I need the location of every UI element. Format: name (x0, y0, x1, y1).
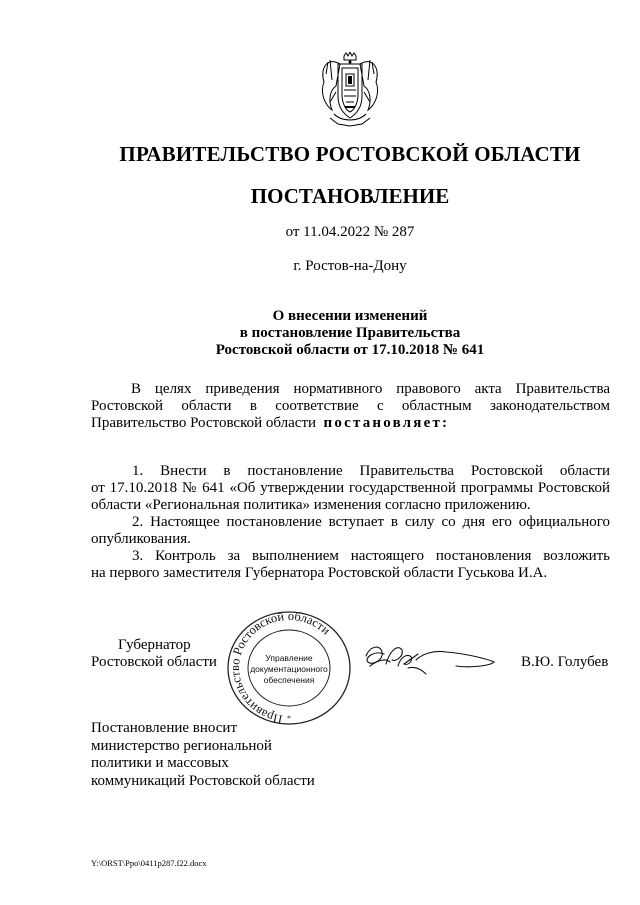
handwritten-signature (360, 636, 500, 680)
coat-of-arms-icon (316, 52, 384, 128)
preamble-issuer: Правительство Ростовской области (91, 415, 317, 431)
date-and-number: от 11.04.2022 № 287 (285, 224, 415, 240)
signatory-title-line: Ростовской области (91, 654, 217, 670)
item-line: области «Региональная политика» изменения согласно приложению. (91, 497, 531, 513)
signatory-name: В.Ю. Голубев (521, 654, 609, 670)
submitter-note (91, 720, 315, 790)
item-line: от 17.10.2018 № 641 «Об утверждении государственной программы Ростовской (91, 480, 610, 496)
submitter-line: коммуникаций Ростовской области (91, 772, 315, 789)
resolves-keyword: постановляет: (323, 415, 450, 431)
preamble-paragraph (91, 381, 610, 432)
document-subject (0, 308, 640, 359)
preamble-line: В целях приведения нормативного правового акта Правительства (131, 381, 610, 397)
official-stamp (225, 608, 353, 726)
submitter-line: политики и массовых (91, 755, 229, 771)
file-path-footer: Y:\ORST\Ppo\0411p287.f22.docx (91, 858, 207, 868)
submitter-line: министерство региональной (91, 737, 272, 754)
item-line: на первого заместителя Губернатора Ростовской области Гуськова И.А. (91, 565, 548, 581)
item-line: 1. Внести в постановление Правительства Ростовской области (132, 463, 610, 479)
document-type: ПОСТАНОВЛЕНИЕ (250, 184, 450, 208)
subject-line: в постановление Правительства (239, 325, 461, 341)
stamp-inner-line: документационного (250, 664, 328, 674)
government-title: ПРАВИТЕЛЬСТВО РОСТОВСКОЙ ОБЛАСТИ (119, 142, 581, 166)
item-line: 2. Настоящее постановление вступает в силу со дня его официального (132, 514, 610, 530)
resolution-items (91, 463, 610, 582)
stamp-inner-line: Управление (265, 653, 313, 663)
preamble-last-line (91, 415, 610, 432)
city: г. Ростов-на-Дону (293, 258, 407, 274)
signatory-title (91, 637, 217, 671)
item-line: 3. Контроль за выполнением настоящего постановления возложить (132, 548, 610, 564)
stamp-ring-text: Правительство Ростовской области (228, 608, 334, 726)
stamp-inner-line: обеспечения (263, 675, 315, 685)
subject-line: Ростовской области от 17.10.2018 № 641 (215, 342, 485, 358)
item-line: опубликования. (91, 531, 191, 547)
submitter-line: Постановление вносит (91, 720, 238, 736)
preamble-line: Ростовской области в соответствие с областным законодательством (91, 398, 610, 414)
svg-text:*: * (287, 714, 291, 723)
signatory-title-line: Губернатор (118, 637, 191, 653)
subject-line: О внесении изменений (272, 308, 428, 324)
